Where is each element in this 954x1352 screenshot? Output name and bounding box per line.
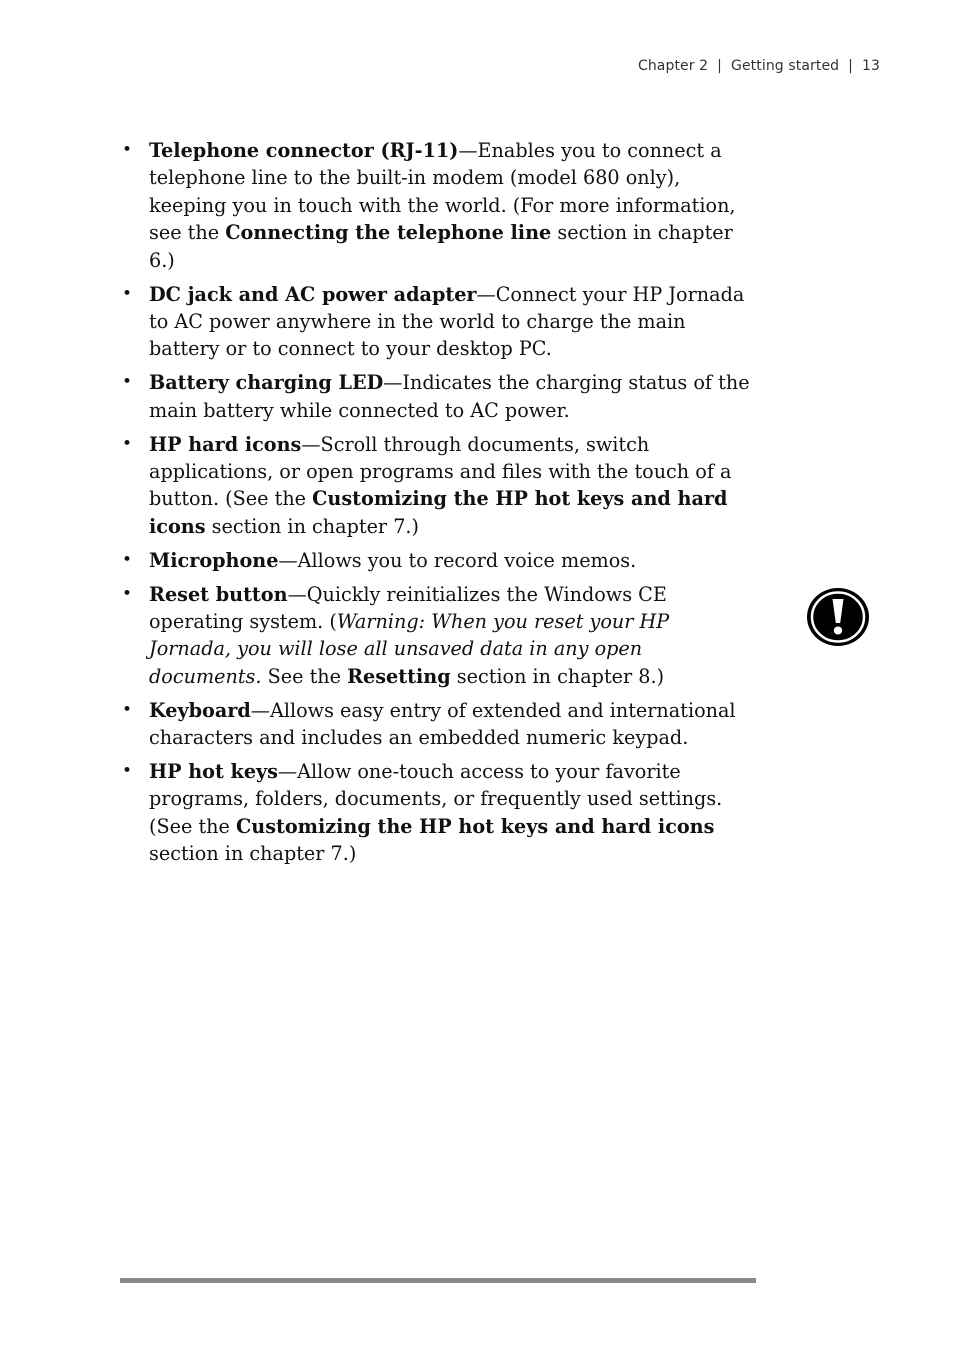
section-reference: Resetting [347, 664, 451, 688]
list-item-reset-button [122, 581, 752, 691]
list-item-keyboard [122, 697, 752, 752]
item-text: —Indicates the charging status of the main battery while connected to AC power. [149, 371, 750, 422]
item-text: —Allows easy entry of extended and international characters and includes an embedded numeric keypad. [149, 698, 736, 750]
item-text: section in chapter 7.) [205, 514, 419, 538]
item-term: Microphone [149, 548, 279, 572]
section-reference: Connecting the telephone line [225, 221, 552, 245]
item-term: HP hot keys [149, 760, 278, 784]
item-term: Battery charging LED [149, 371, 384, 395]
list-item-telephone-connector [122, 137, 752, 274]
section-reference: Customizing the HP hot keys and hard icons [149, 487, 728, 538]
item-text: section in chapter 8.) [450, 664, 665, 688]
item-text: section in chapter 7.) [149, 842, 357, 866]
bullet: • [122, 140, 133, 160]
bullet: • [122, 761, 133, 782]
section-reference: Customizing the HP hot keys and hard icons [235, 814, 715, 838]
running-header [638, 58, 880, 74]
list-item-microphone [122, 547, 752, 574]
item-term: Keyboard [149, 698, 251, 722]
list-item-hard-icons [122, 431, 752, 541]
footer-rule [120, 1278, 756, 1283]
bullet: • [122, 283, 133, 304]
item-text: —Allows you to record voice memos. [278, 548, 637, 572]
feature-list [122, 137, 752, 874]
warning-text: Warning: When you reset your HP Jornada, you will lose all unsaved data in any open documents. [149, 610, 670, 688]
header-separator: | [717, 58, 722, 74]
bullet: • [122, 583, 133, 604]
item-text: section in chapter 6.) [149, 221, 733, 272]
bullet: • [122, 372, 133, 393]
bullet: • [122, 549, 133, 570]
section-label: Getting started [731, 58, 840, 74]
item-text: See the [261, 664, 348, 688]
item-term: Reset button [149, 582, 288, 606]
item-term: Telephone connector (RJ-11) [149, 139, 459, 162]
bullet: • [122, 699, 133, 720]
page-number: 13 [861, 58, 880, 74]
header-separator: | [848, 58, 853, 74]
item-text: —Allow one-touch access to your favorite programs, folders, documents, or frequently used settings. (See the [149, 760, 723, 838]
item-text: —Scroll through documents, switch applications, or open programs and files with the touch of a button. (See the [149, 432, 732, 511]
list-item-battery-led [122, 369, 752, 424]
item-text: —Enables you to connect a telephone line to the built-in modem (model 680 only), keeping you in touch with the world. (For more information, see the [149, 139, 736, 245]
exclamation-warning-icon [805, 586, 871, 648]
item-term: DC jack and AC power adapter [149, 282, 477, 306]
item-text: —Quickly reinitializes the Windows CE operating system. ( [149, 582, 667, 633]
item-text: —Connect your HP Jornada to AC power anywhere in the world to charge the main battery or to connect to your desktop PC. [149, 282, 745, 361]
chapter-label: Chapter 2 [637, 58, 709, 74]
bullet: • [122, 433, 133, 454]
list-item-dc-jack [122, 281, 752, 363]
list-item-hot-keys [122, 758, 752, 868]
item-term: HP hard icons [149, 432, 302, 456]
